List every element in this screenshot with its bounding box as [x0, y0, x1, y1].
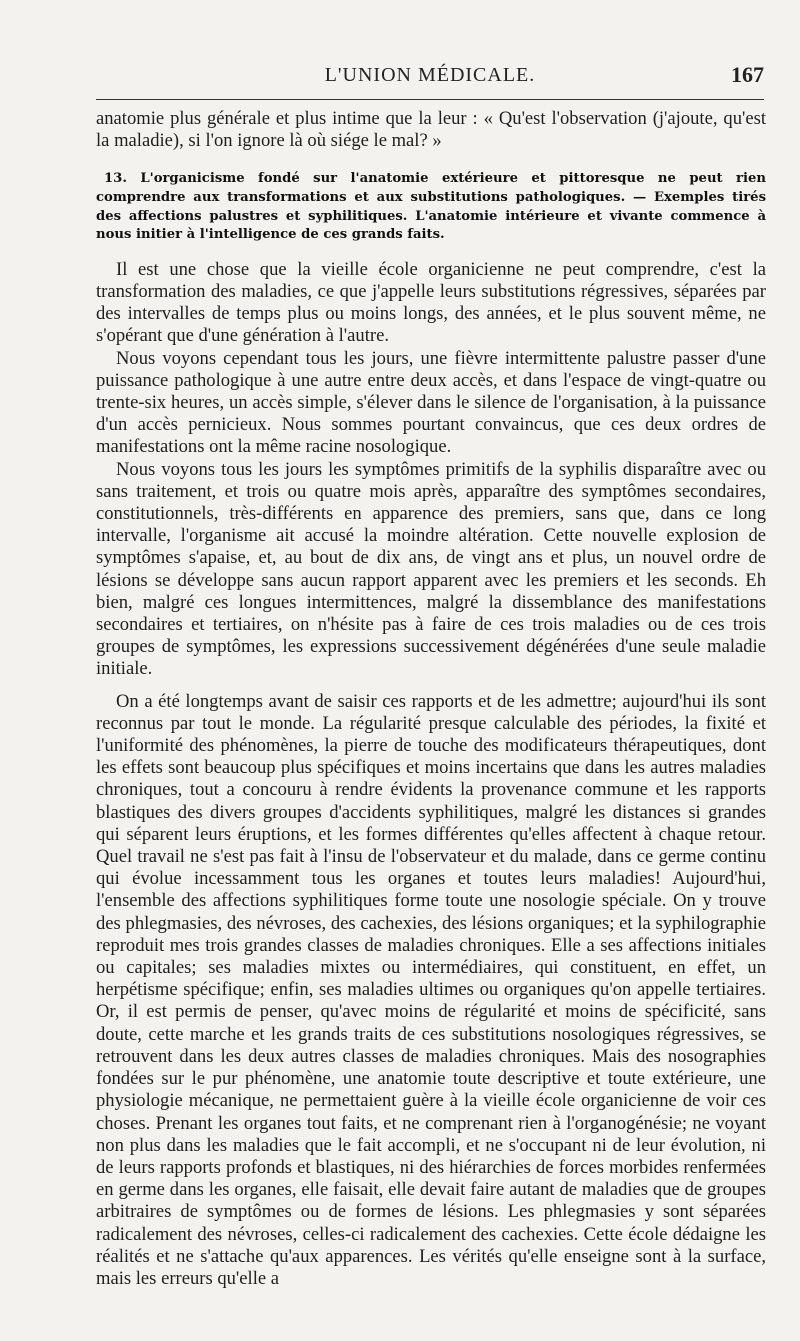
running-title: L'UNION MÉDICALE. [324, 64, 536, 86]
section-heading: 13. L'organicisme fondé sur l'anatomie extérieure et pittoresque ne peut rien comprendre aux transformations et aux substitutions pathologiques. — Exemples tirés des affections palustres et syphilitiques. L'anatomie intérieure et vivante commence à nous initier à l'intelligence de ces grands faits. [96, 171, 766, 243]
header-rule [96, 99, 764, 100]
paragraph-rapports: On a été longtemps avant de saisir ces rapports et de les admettre; aujourd'hui ils sont reconnus par tout le monde. La régularité presque calculable des périodes, la fixité et l'uniformité des phénomènes, la pierre de touche des modificateurs thérapeutiques, dont les effets sont beaucoup plus spécifiques et moins incertains que dans les autres maladies chroniques, tout a concouru à rendre évidents la provenance commune et les rapports blastiques des divers groupes d'accidents syphilitiques, malgré les distances si grandes qui séparent leurs éruptions, et les formes différentes qu'elles affectent à chaque retour. Quel travail ne s'est pas fait à l'insu de l'observateur et du malade, dans ce germe continu qui évolue incessamment tous les organes et toutes leurs maladies! Aujourd'hui, l'ensemble des affections syphilitiques forme toute une nosologie spéciale. On y trouve des phlegmasies, des névroses, des cachexies, des lésions organiques; et la syphilographie reproduit mes trois grandes classes de maladies chroniques. Elle a ses affections initiales ou capitales; ses maladies mixtes ou intermédiaires, qui constituent, en effet, un herpétisme spécifique; enfin, ses maladies ultimes ou organiques qu'on appelle tertiaires. Or, il est permis de penser, qu'avec moins de régularité et moins de spécificité, sans doute, cette marche et les grands traits de ces substitutions nosologiques régressives, se retrouvent dans les deux autres classes de maladies chroniques. Mais des nosographies fondées sur le pur phénomène, une anatomie toute descriptive et toute extérieure, une physiologie mécanique, ne permettaient guère à la vieille école organicienne de voir ces choses. Prenant les organes tout faits, et ne comprenant rien à l'organogénésie; ne voyant non plus dans les maladies que le fait accompli, et ne s'occupant ni de leur évolution, ni de leurs rapports profonds et blastiques, ni des hiérarchies de forces morbides renfermées en germe dans les organes, elle faisait, elle devait faire autant de maladies que de groupes arbitraires de symptômes ou de formes de lésions. Les phlegmasies y sont séparées radicalement des névroses, celles-ci radicalement des cachexies. Cette école dédaigne les réalités et ne s'attache qu'aux apparences. Les vérités qu'elle enseigne sont à la surface, mais les erreurs qu'elle a [96, 690, 766, 1289]
paragraph-gap [96, 681, 766, 691]
page-header [96, 58, 764, 92]
paragraph-fievre-palustre: Nous voyons cependant tous les jours, une fièvre intermittente palustre passer d'une puissance pathologique à une autre entre deux accès, et dans l'espace de vingt-quatre ou trente-six heures, un accès simple, s'élever dans le silence de l'organisation, à la puissance d'un accès pernicieux. Nous sommes pourtant convaincus, que ces deux ordres de manifestations ont la même racine nosologique. [96, 347, 766, 458]
body-text [96, 108, 766, 1290]
intro-paragraph: anatomie plus générale et plus intime que la leur : « Qu'est l'observation (j'ajoute, qu'est la maladie), si l'on ignore là où siége le mal? » [96, 108, 766, 152]
paragraph-syphilis: Nous voyons tous les jours les symptômes primitifs de la syphilis disparaître avec ou sans traitement, et trois ou quatre mois après, apparaître des symptômes secondaires, constitutionnels, très-différents en apparence des premiers, sans que, dans ce long intervalle, l'organisme ait accusé la moindre altération. Cette nouvelle explosion de symptômes s'apaise, et, au bout de dix ans, de vingt ans et plus, un nouvel ordre de lésions se développe sans aucun rapport apparent avec les premiers et les seconds. Eh bien, malgré ces longues intermittences, malgré la dissemblance des manifestations secondaires et tertiaires, on n'hésite pas à faire de ces trois maladies ou de ces trois groupes de symptômes, les expressions successivement dégénérées d'une seule maladie initiale. [96, 458, 766, 680]
paragraph-transformation: Il est une chose que la vieille école organicienne ne peut comprendre, c'est la transformation des maladies, ce que j'appelle leurs substitutions régressives, séparées par des intervalles de temps plus ou moins longs, des années, et le plus souvent même, ne s'opérant que d'une génération à l'autre. [96, 258, 766, 347]
page-number: 167 [731, 62, 764, 87]
